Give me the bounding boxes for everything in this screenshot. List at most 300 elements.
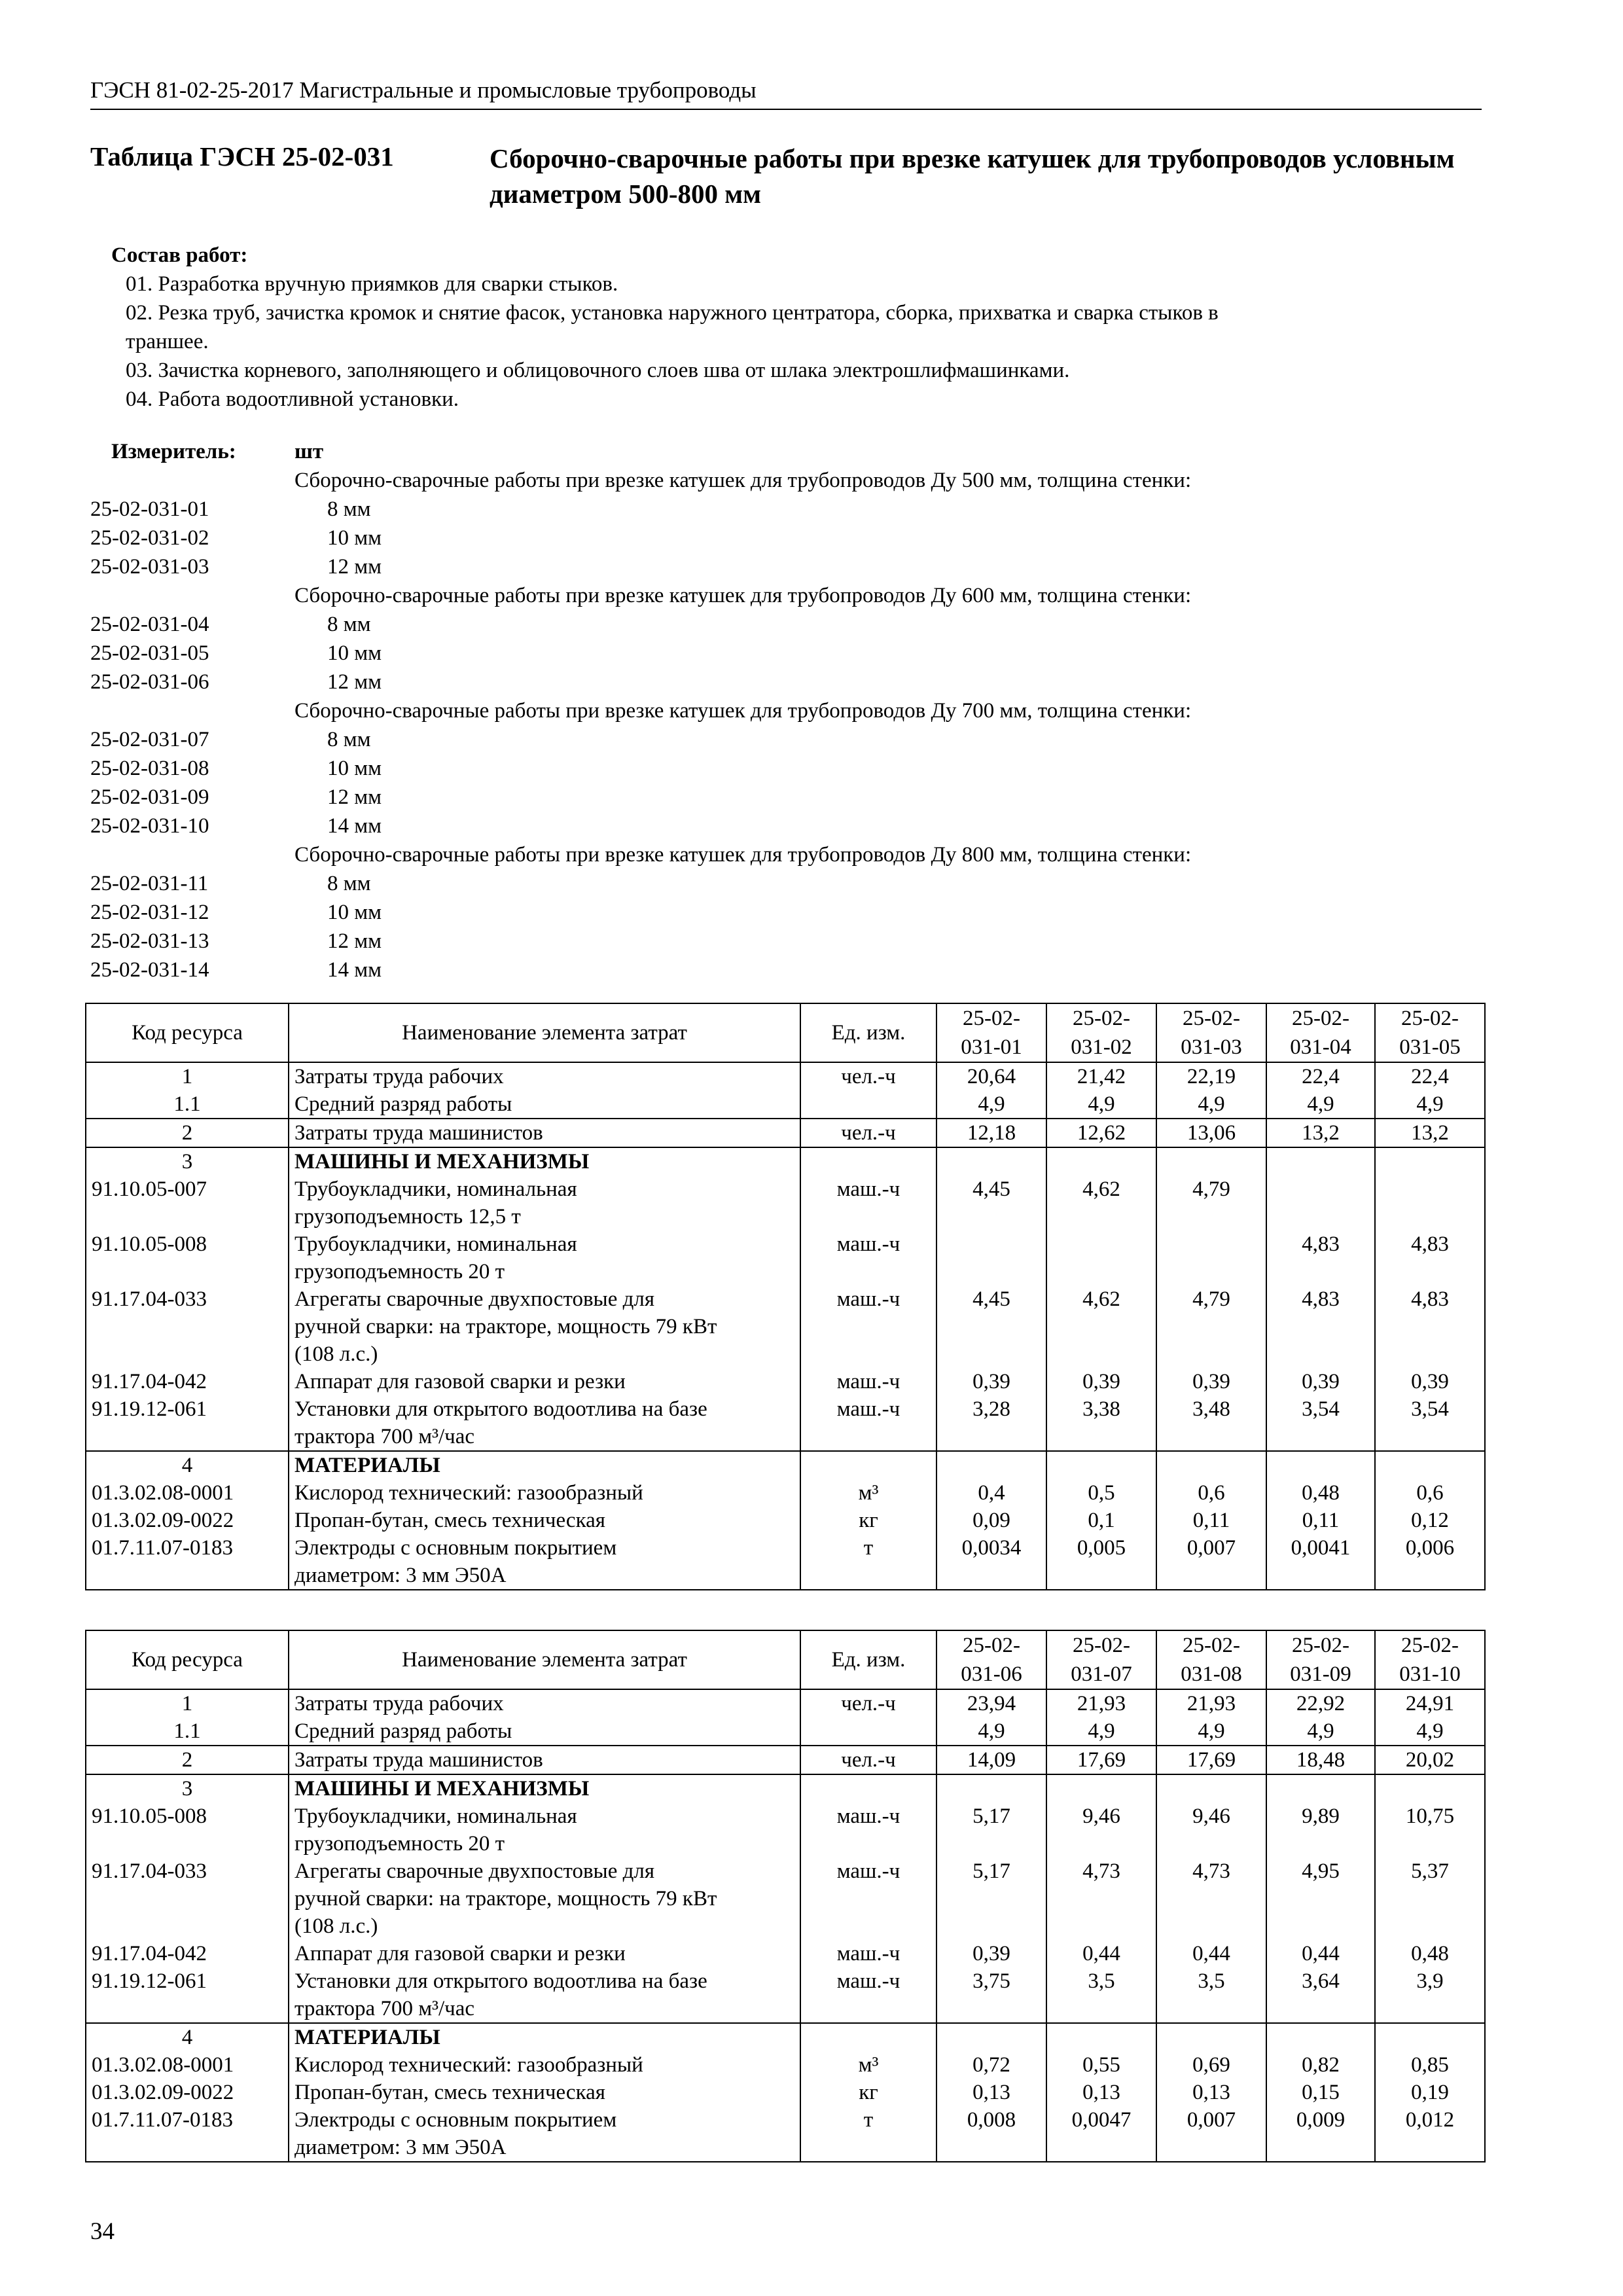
cost-element-line: трактора 700 м³/час bbox=[294, 1425, 475, 1448]
cost-element-line: Пропан-бутан, смесь техническая bbox=[294, 1509, 605, 1532]
table-row bbox=[86, 1119, 1485, 1147]
meter-value: 14 мм bbox=[327, 958, 382, 982]
norm-code-line: 031-08 bbox=[1181, 1662, 1242, 1686]
table-row bbox=[86, 1230, 1485, 1285]
norm-value: 0,0047 bbox=[1046, 2106, 1156, 2162]
cost-element-name bbox=[289, 1147, 800, 1175]
norm-value: 4,79 bbox=[1156, 1285, 1266, 1368]
table-title: Сборочно-сварочные работы при врезке катушек для трубопроводов условным диаметром 500-800 мм bbox=[490, 143, 1455, 209]
norm-code-line: 031-03 bbox=[1181, 1035, 1242, 1059]
cost-element-line: МАТЕРИАЛЫ bbox=[294, 2026, 440, 2049]
work-composition bbox=[111, 241, 1486, 414]
meter-group-heading: Сборочно-сварочные работы при врезке катушек для трубопроводов Ду 600 мм, толщина стенки: bbox=[294, 584, 1192, 607]
norm-value: 4,9 bbox=[1375, 1090, 1485, 1119]
unit-of-measure bbox=[800, 1717, 936, 1746]
resource-code: 91.19.12-061 bbox=[86, 1395, 289, 1451]
composition-heading: Состав работ: bbox=[111, 243, 248, 267]
norm-value: 0,09 bbox=[936, 1507, 1046, 1534]
norm-value: 0,48 bbox=[1375, 1940, 1485, 1967]
header-norm-code bbox=[1266, 1630, 1375, 1689]
norm-value: 22,4 bbox=[1375, 1062, 1485, 1090]
norm-value: 0,006 bbox=[1375, 1534, 1485, 1590]
norm-value: 17,69 bbox=[1046, 1746, 1156, 1774]
resource-code: 1 bbox=[86, 1689, 289, 1717]
norm-value: 0,009 bbox=[1266, 2106, 1375, 2162]
cost-element-line: Кислород технический: газообразный bbox=[294, 1481, 643, 1505]
norm-value: 0,1 bbox=[1046, 1507, 1156, 1534]
norm-value bbox=[936, 1230, 1046, 1285]
cost-element-line: Затраты труда рабочих bbox=[294, 1692, 504, 1715]
header-norm-code bbox=[1046, 1630, 1156, 1689]
norm-value: 0,72 bbox=[936, 2051, 1046, 2079]
norm-value: 0,008 bbox=[936, 2106, 1046, 2162]
meter-value: 14 мм bbox=[327, 814, 382, 838]
unit-of-measure: т bbox=[800, 2106, 936, 2162]
cost-element-line: Затраты труда рабочих bbox=[294, 1065, 504, 1088]
cost-element-name bbox=[289, 1857, 800, 1940]
norm-value: 4,9 bbox=[1156, 1090, 1266, 1119]
table-row bbox=[86, 1803, 1485, 1857]
norm-value: 0,007 bbox=[1156, 2106, 1266, 2162]
table-row bbox=[86, 1717, 1485, 1746]
norm-value: 3,75 bbox=[936, 1967, 1046, 2023]
norm-value: 21,93 bbox=[1046, 1689, 1156, 1717]
norm-value bbox=[1266, 2023, 1375, 2051]
meter-code: 25-02-031-08 bbox=[90, 757, 209, 780]
meter-code: 25-02-031-03 bbox=[90, 555, 209, 579]
norm-value bbox=[1046, 1230, 1156, 1285]
norm-value bbox=[936, 1774, 1046, 1803]
cost-element-line: Аппарат для газовой сварки и резки bbox=[294, 1942, 626, 1965]
header-norm-code bbox=[1375, 1003, 1485, 1062]
meter-code: 25-02-031-01 bbox=[90, 497, 209, 521]
cost-element-line: Электроды с основным покрытием bbox=[294, 1536, 617, 1560]
norm-value bbox=[1375, 1451, 1485, 1479]
table-row bbox=[86, 1285, 1485, 1368]
cost-element-line: Аппарат для газовой сварки и резки bbox=[294, 1370, 626, 1393]
table-label: Таблица ГЭСН 25-02-031 bbox=[90, 141, 394, 171]
norm-value: 20,64 bbox=[936, 1062, 1046, 1090]
meter-code: 25-02-031-06 bbox=[90, 670, 209, 694]
meter-label: Измеритель: bbox=[111, 440, 236, 463]
header-norm-code bbox=[1375, 1630, 1485, 1689]
cost-element-name bbox=[289, 2023, 800, 2051]
norm-value bbox=[1375, 1175, 1485, 1230]
norm-value: 0,69 bbox=[1156, 2051, 1266, 2079]
norm-value: 0,44 bbox=[1046, 1940, 1156, 1967]
resource-code: 01.3.02.09-0022 bbox=[86, 2079, 289, 2106]
meter-value: 10 мм bbox=[327, 901, 382, 924]
resource-code: 91.17.04-042 bbox=[86, 1940, 289, 1967]
unit-of-measure: кг bbox=[800, 2079, 936, 2106]
cost-element-name bbox=[289, 2079, 800, 2106]
norm-value: 0,0041 bbox=[1266, 1534, 1375, 1590]
composition-item: 01. Разработка вручную приямков для сварки стыков. bbox=[126, 272, 618, 296]
cost-element-name bbox=[289, 1940, 800, 1967]
norm-value: 4,9 bbox=[1156, 1717, 1266, 1746]
norm-value: 0,39 bbox=[1156, 1368, 1266, 1395]
unit-of-measure bbox=[800, 1090, 936, 1119]
cost-element-line: грузоподъемность 20 т bbox=[294, 1260, 505, 1283]
norm-value: 0,55 bbox=[1046, 2051, 1156, 2079]
table-row bbox=[86, 1967, 1485, 2023]
header-code: Код ресурса bbox=[86, 1630, 289, 1689]
resource-code: 4 bbox=[86, 1451, 289, 1479]
resource-code: 4 bbox=[86, 2023, 289, 2051]
table-row bbox=[86, 1689, 1485, 1717]
norm-value bbox=[1375, 2023, 1485, 2051]
unit-of-measure: маш.-ч bbox=[800, 1803, 936, 1857]
meter-code: 25-02-031-13 bbox=[90, 929, 209, 953]
unit-of-measure: т bbox=[800, 1534, 936, 1590]
norm-value: 4,83 bbox=[1375, 1230, 1485, 1285]
norm-value: 22,19 bbox=[1156, 1062, 1266, 1090]
norm-code-line: 25-02- bbox=[1292, 1007, 1349, 1030]
cost-element-line: трактора 700 м³/час bbox=[294, 1997, 475, 2020]
meter-code: 25-02-031-14 bbox=[90, 958, 209, 982]
cost-element-line: Агрегаты сварочные двухпостовые для bbox=[294, 1859, 655, 1883]
norm-value: 21,42 bbox=[1046, 1062, 1156, 1090]
norm-value: 13,2 bbox=[1375, 1119, 1485, 1147]
norm-code-line: 031-07 bbox=[1071, 1662, 1132, 1686]
header-unit: Ед. изм. bbox=[800, 1630, 936, 1689]
norm-value: 0,4 bbox=[936, 1479, 1046, 1507]
resource-code: 01.7.11.07-0183 bbox=[86, 1534, 289, 1590]
norm-value: 0,007 bbox=[1156, 1534, 1266, 1590]
meter-value: 8 мм bbox=[327, 728, 371, 751]
norm-value: 4,79 bbox=[1156, 1175, 1266, 1230]
norm-value: 3,38 bbox=[1046, 1395, 1156, 1451]
meter-block bbox=[90, 437, 1482, 984]
norm-value bbox=[1046, 1774, 1156, 1803]
cost-element-line: Затраты труда машинистов bbox=[294, 1748, 543, 1772]
norm-value: 24,91 bbox=[1375, 1689, 1485, 1717]
cost-element-name bbox=[289, 1774, 800, 1803]
norm-value: 9,46 bbox=[1046, 1803, 1156, 1857]
header-norm-code bbox=[1266, 1003, 1375, 1062]
meter-value: 8 мм bbox=[327, 872, 371, 895]
norm-value: 0,39 bbox=[936, 1368, 1046, 1395]
norm-value bbox=[936, 1451, 1046, 1479]
table-row bbox=[86, 1507, 1485, 1534]
norm-value: 4,9 bbox=[1046, 1717, 1156, 1746]
resource-code: 91.17.04-033 bbox=[86, 1857, 289, 1940]
meter-code: 25-02-031-12 bbox=[90, 901, 209, 924]
norm-value: 0,82 bbox=[1266, 2051, 1375, 2079]
norm-code-line: 031-06 bbox=[961, 1662, 1022, 1686]
norm-value: 0,005 bbox=[1046, 1534, 1156, 1590]
resource-code: 1.1 bbox=[86, 1090, 289, 1119]
cost-element-line: Установки для открытого водоотлива на базе bbox=[294, 1969, 707, 1993]
cost-element-line: диаметром: 3 мм Э50А bbox=[294, 2136, 507, 2159]
cost-element-name bbox=[289, 1062, 800, 1090]
cost-element-line: Трубоукладчики, номинальная bbox=[294, 1177, 577, 1201]
header-norm-code bbox=[936, 1003, 1046, 1062]
norm-value: 5,37 bbox=[1375, 1857, 1485, 1940]
cost-element-line: грузоподъемность 12,5 т bbox=[294, 1205, 521, 1229]
unit-of-measure: м³ bbox=[800, 2051, 936, 2079]
norm-value: 3,48 bbox=[1156, 1395, 1266, 1451]
cost-element-line: Затраты труда машинистов bbox=[294, 1121, 543, 1145]
norm-value: 13,06 bbox=[1156, 1119, 1266, 1147]
resource-code: 91.10.05-008 bbox=[86, 1803, 289, 1857]
table-row bbox=[86, 2023, 1485, 2051]
unit-of-measure: маш.-ч bbox=[800, 1230, 936, 1285]
norm-value bbox=[1375, 1774, 1485, 1803]
table-header-row bbox=[86, 1003, 1485, 1062]
norm-value bbox=[1375, 1147, 1485, 1175]
norm-value: 0,39 bbox=[1266, 1368, 1375, 1395]
cost-element-line: МАШИНЫ И МЕХАНИЗМЫ bbox=[294, 1777, 590, 1801]
norm-value bbox=[1046, 1147, 1156, 1175]
meter-code: 25-02-031-02 bbox=[90, 526, 209, 550]
resource-code: 2 bbox=[86, 1119, 289, 1147]
unit-of-measure: маш.-ч bbox=[800, 1285, 936, 1368]
norm-value: 0,13 bbox=[936, 2079, 1046, 2106]
meter-group-heading: Сборочно-сварочные работы при врезке катушек для трубопроводов Ду 500 мм, толщина стенки: bbox=[294, 469, 1192, 492]
norm-value: 0,15 bbox=[1266, 2079, 1375, 2106]
norm-value: 4,9 bbox=[1266, 1717, 1375, 1746]
norm-value: 3,5 bbox=[1156, 1967, 1266, 2023]
norm-value: 17,69 bbox=[1156, 1746, 1266, 1774]
resource-code: 01.3.02.08-0001 bbox=[86, 2051, 289, 2079]
unit-of-measure: чел.-ч bbox=[800, 1119, 936, 1147]
meter-value: 10 мм bbox=[327, 641, 382, 665]
norm-value bbox=[1266, 1451, 1375, 1479]
norm-value bbox=[1266, 1175, 1375, 1230]
cost-element-line: Электроды с основным покрытием bbox=[294, 2108, 617, 2132]
norm-value: 4,62 bbox=[1046, 1285, 1156, 1368]
cost-element-name bbox=[289, 1803, 800, 1857]
norm-value: 4,9 bbox=[1375, 1717, 1485, 1746]
unit-of-measure bbox=[800, 1147, 936, 1175]
norm-value: 4,83 bbox=[1266, 1285, 1375, 1368]
meter-value: 12 мм bbox=[327, 785, 382, 809]
norm-value: 0,13 bbox=[1156, 2079, 1266, 2106]
resource-code: 01.3.02.08-0001 bbox=[86, 1479, 289, 1507]
unit-of-measure bbox=[800, 1774, 936, 1803]
norm-value: 4,73 bbox=[1156, 1857, 1266, 1940]
unit-of-measure: чел.-ч bbox=[800, 1746, 936, 1774]
norm-value: 3,28 bbox=[936, 1395, 1046, 1451]
cost-element-line: Установки для открытого водоотлива на базе bbox=[294, 1397, 707, 1421]
composition-item: 03. Зачистка корневого, заполняющего и облицовочного слоев шва от шлака электрошлифмашинками. bbox=[126, 359, 1070, 382]
cost-element-line: МАТЕРИАЛЫ bbox=[294, 1454, 440, 1477]
cost-element-name bbox=[289, 1746, 800, 1774]
cost-element-name bbox=[289, 1451, 800, 1479]
cost-element-line: Агрегаты сварочные двухпостовые для bbox=[294, 1287, 655, 1311]
header-norm-code bbox=[1156, 1630, 1266, 1689]
norm-code-line: 25-02- bbox=[1073, 1007, 1130, 1030]
meter-value: 8 мм bbox=[327, 497, 371, 521]
cost-element-name bbox=[289, 2051, 800, 2079]
norm-value: 0,19 bbox=[1375, 2079, 1485, 2106]
cost-element-name bbox=[289, 1534, 800, 1590]
norm-value: 0,44 bbox=[1156, 1940, 1266, 1967]
norm-value: 4,73 bbox=[1046, 1857, 1156, 1940]
norm-value: 4,9 bbox=[1266, 1090, 1375, 1119]
table-row bbox=[86, 1940, 1485, 1967]
resource-code: 01.3.02.09-0022 bbox=[86, 1507, 289, 1534]
norm-value: 4,83 bbox=[1266, 1230, 1375, 1285]
cost-element-line: Трубоукладчики, номинальная bbox=[294, 1804, 577, 1828]
header-norm-code bbox=[936, 1630, 1046, 1689]
resource-code: 3 bbox=[86, 1147, 289, 1175]
cost-element-name bbox=[289, 2106, 800, 2162]
unit-of-measure: маш.-ч bbox=[800, 1175, 936, 1230]
cost-element-name bbox=[289, 1175, 800, 1230]
norm-value: 13,2 bbox=[1266, 1119, 1375, 1147]
norm-value: 0,6 bbox=[1156, 1479, 1266, 1507]
norm-value: 12,18 bbox=[936, 1119, 1046, 1147]
cost-element-name bbox=[289, 1395, 800, 1451]
norm-value: 3,9 bbox=[1375, 1967, 1485, 2023]
cost-element-line: диаметром: 3 мм Э50А bbox=[294, 1564, 507, 1587]
unit-of-measure bbox=[800, 2023, 936, 2051]
resource-code: 3 bbox=[86, 1774, 289, 1803]
cost-element-line: (108 л.с.) bbox=[294, 1914, 378, 1938]
norm-code-line: 25-02- bbox=[1183, 1634, 1240, 1657]
norm-value: 0,0034 bbox=[936, 1534, 1046, 1590]
cost-element-name bbox=[289, 1368, 800, 1395]
unit-of-measure: маш.-ч bbox=[800, 1368, 936, 1395]
table-row bbox=[86, 1774, 1485, 1803]
cost-element-name bbox=[289, 1507, 800, 1534]
unit-of-measure: кг bbox=[800, 1507, 936, 1534]
cost-element-name bbox=[289, 1967, 800, 2023]
cost-element-line: Трубоукладчики, номинальная bbox=[294, 1232, 577, 1256]
norm-value bbox=[1156, 1451, 1266, 1479]
table-row bbox=[86, 1395, 1485, 1451]
norm-code-line: 25-02- bbox=[1401, 1634, 1459, 1657]
meter-value: 10 мм bbox=[327, 526, 382, 550]
norm-code-line: 25-02- bbox=[963, 1007, 1020, 1030]
meter-value: 12 мм bbox=[327, 555, 382, 579]
meter-code: 25-02-031-09 bbox=[90, 785, 209, 809]
resource-code: 91.17.04-042 bbox=[86, 1368, 289, 1395]
cost-element-name bbox=[289, 1479, 800, 1507]
unit-of-measure: маш.-ч bbox=[800, 1940, 936, 1967]
norm-value: 4,9 bbox=[936, 1090, 1046, 1119]
norm-value bbox=[1156, 2023, 1266, 2051]
norm-value bbox=[1046, 1451, 1156, 1479]
norm-code-line: 031-09 bbox=[1290, 1662, 1351, 1686]
unit-of-measure: маш.-ч bbox=[800, 1857, 936, 1940]
meter-code: 25-02-031-10 bbox=[90, 814, 209, 838]
table-row bbox=[86, 1175, 1485, 1230]
cost-element-line: грузоподъемность 20 т bbox=[294, 1832, 505, 1856]
cost-element-name bbox=[289, 1230, 800, 1285]
norm-value bbox=[1156, 1774, 1266, 1803]
norm-value: 0,39 bbox=[936, 1940, 1046, 1967]
unit-of-measure: маш.-ч bbox=[800, 1395, 936, 1451]
unit-of-measure: маш.-ч bbox=[800, 1967, 936, 2023]
norm-value: 21,93 bbox=[1156, 1689, 1266, 1717]
cost-element-line: (108 л.с.) bbox=[294, 1342, 378, 1366]
norm-value bbox=[1266, 1774, 1375, 1803]
meter-group-heading: Сборочно-сварочные работы при врезке катушек для трубопроводов Ду 800 мм, толщина стенки: bbox=[294, 843, 1192, 867]
meter-value: 12 мм bbox=[327, 929, 382, 953]
header-name: Наименование элемента затрат bbox=[289, 1630, 800, 1689]
header-unit: Ед. изм. bbox=[800, 1003, 936, 1062]
norm-value: 4,9 bbox=[936, 1717, 1046, 1746]
meter-group-heading: Сборочно-сварочные работы при врезке катушек для трубопроводов Ду 700 мм, толщина стенки: bbox=[294, 699, 1192, 723]
norm-value: 0,012 bbox=[1375, 2106, 1485, 2162]
composition-item: 02. Резка труб, зачистка кромок и снятие фасок, установка наружного центратора, сборка, прихватка и сварка стыков в bbox=[126, 301, 1219, 325]
norm-value: 3,54 bbox=[1375, 1395, 1485, 1451]
unit-of-measure: чел.-ч bbox=[800, 1062, 936, 1090]
norm-value: 5,17 bbox=[936, 1857, 1046, 1940]
norm-value: 0,6 bbox=[1375, 1479, 1485, 1507]
table-row bbox=[86, 1534, 1485, 1590]
meter-code: 25-02-031-07 bbox=[90, 728, 209, 751]
norm-value: 0,48 bbox=[1266, 1479, 1375, 1507]
norm-code-line: 031-10 bbox=[1399, 1662, 1461, 1686]
header-code: Код ресурса bbox=[86, 1003, 289, 1062]
resource-code: 91.17.04-033 bbox=[86, 1285, 289, 1368]
norm-value: 0,5 bbox=[1046, 1479, 1156, 1507]
cost-element-line: МАШИНЫ И МЕХАНИЗМЫ bbox=[294, 1150, 590, 1174]
cost-element-line: Пропан-бутан, смесь техническая bbox=[294, 2081, 605, 2104]
norm-code-line: 031-01 bbox=[961, 1035, 1022, 1059]
norm-value: 22,92 bbox=[1266, 1689, 1375, 1717]
cost-element-name bbox=[289, 1285, 800, 1368]
norm-value bbox=[936, 2023, 1046, 2051]
norm-value: 4,83 bbox=[1375, 1285, 1485, 1368]
resource-code: 01.7.11.07-0183 bbox=[86, 2106, 289, 2162]
meter-code: 25-02-031-05 bbox=[90, 641, 209, 665]
cost-element-name bbox=[289, 1717, 800, 1746]
header-norm-code bbox=[1046, 1003, 1156, 1062]
cost-element-line: Средний разряд работы bbox=[294, 1092, 512, 1116]
norm-value: 12,62 bbox=[1046, 1119, 1156, 1147]
norm-value bbox=[1266, 1147, 1375, 1175]
norm-value: 0,12 bbox=[1375, 1507, 1485, 1534]
table-row bbox=[86, 1368, 1485, 1395]
norm-code-line: 25-02- bbox=[1292, 1634, 1349, 1657]
norm-value: 0,39 bbox=[1046, 1368, 1156, 1395]
cost-element-name bbox=[289, 1090, 800, 1119]
header-norm-code bbox=[1156, 1003, 1266, 1062]
table-row bbox=[86, 1479, 1485, 1507]
resource-code: 1.1 bbox=[86, 1717, 289, 1746]
table-row bbox=[86, 1090, 1485, 1119]
norm-value bbox=[1046, 2023, 1156, 2051]
resource-code: 91.10.05-008 bbox=[86, 1230, 289, 1285]
unit-of-measure: чел.-ч bbox=[800, 1689, 936, 1717]
norm-value: 4,62 bbox=[1046, 1175, 1156, 1230]
norm-value bbox=[936, 1147, 1046, 1175]
norm-code-line: 25-02- bbox=[1183, 1007, 1240, 1030]
norm-value: 22,4 bbox=[1266, 1062, 1375, 1090]
cost-element-line: ручной сварки: на тракторе, мощность 79 кВт bbox=[294, 1887, 717, 1910]
norm-value: 0,13 bbox=[1046, 2079, 1156, 2106]
unit-of-measure: м³ bbox=[800, 1479, 936, 1507]
norm-value: 4,9 bbox=[1046, 1090, 1156, 1119]
resource-code: 91.10.05-007 bbox=[86, 1175, 289, 1230]
norm-code-line: 25-02- bbox=[1073, 1634, 1130, 1657]
norm-value: 0,39 bbox=[1375, 1368, 1485, 1395]
table-row bbox=[86, 1857, 1485, 1940]
cost-element-line: Средний разряд работы bbox=[294, 1719, 512, 1743]
table-row bbox=[86, 2106, 1485, 2162]
norm-value: 3,54 bbox=[1266, 1395, 1375, 1451]
running-header: ГЭСН 81-02-25-2017 Магистральные и промысловые трубопроводы bbox=[90, 77, 757, 103]
resource-table-1 bbox=[85, 1003, 1486, 1590]
norm-value: 3,64 bbox=[1266, 1967, 1375, 2023]
meter-value: 12 мм bbox=[327, 670, 382, 694]
resource-code: 91.19.12-061 bbox=[86, 1967, 289, 2023]
